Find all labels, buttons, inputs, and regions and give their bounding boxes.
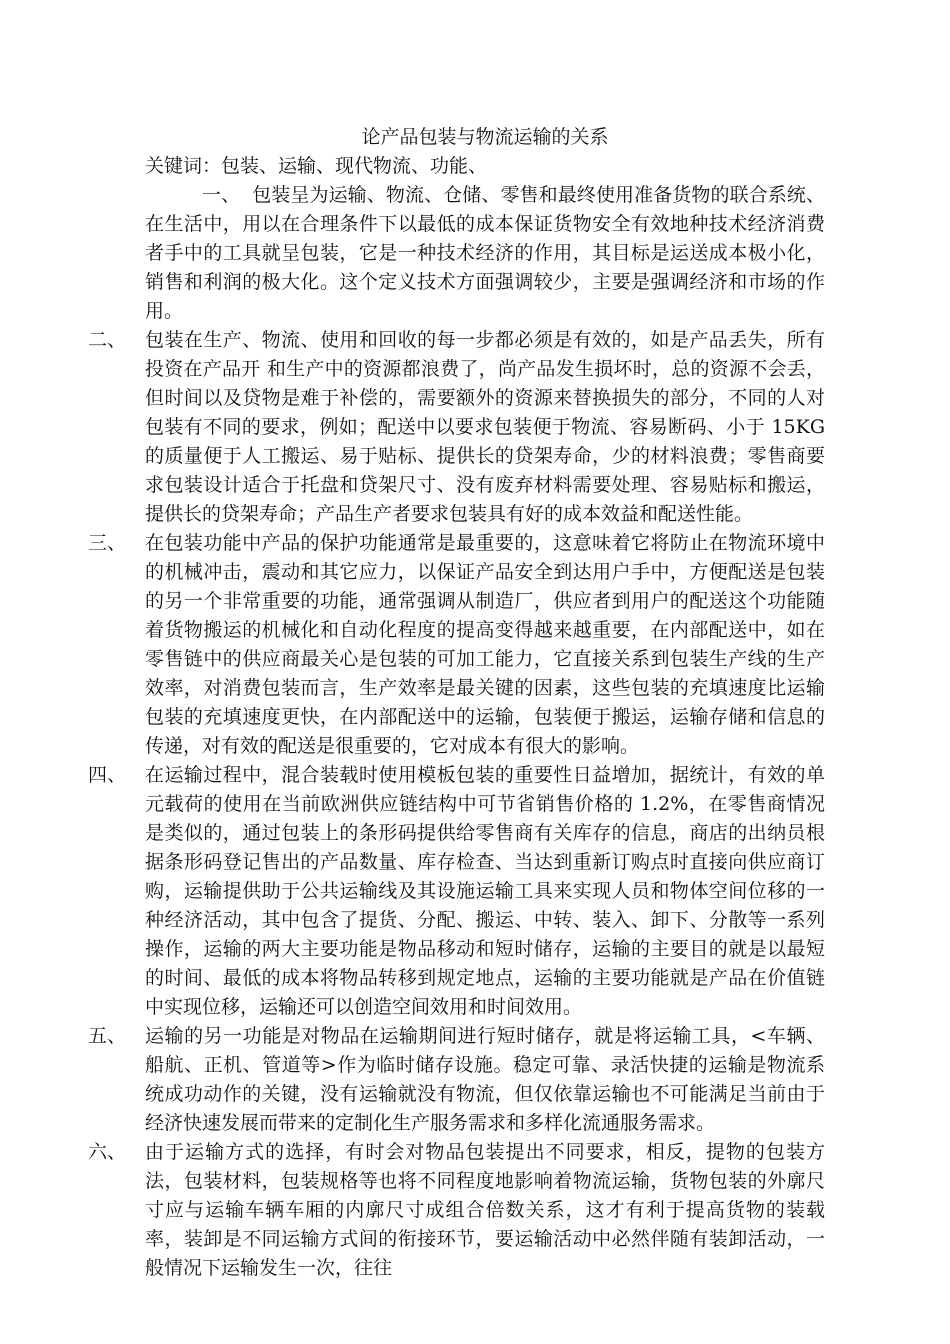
section-text: 包装在生产、物流、使用和回收的每一步都必须是有效的，如是产品丢失，所有投资在产品开 和生产中的资源都浪费了，尚产品发生损坏时，总的资源不会丢，但时间以及贷物是难于补偿的，需要额外的资源来替换损失的部分，不同的人对包装有不同的要求，例如；配送中以要求包装便于物流、容易断码、小于 15KG 的质量便于人工搬运、易于贴标、提供长的贷架寿命，少的材料浪费；零售商要求包装设计适合于托盘和贷架尺寸、没有废弃材料需要处理、容易贴标和搬运，提供长的贷架寿命；产品生产者要求包装具有好的成本效益和配送性能。	[145, 329, 825, 525]
section-text: 在运输过程中，混合装载时使用模板包装的重要性日益增加，据统计，有效的单元载荷的使用在当前欧洲供应链结构中可节省销售价格的 1.2%，在零售商情况是类似的，通过包装上的条形码提供给零售商有关库存的信息，商店的出纳员根据条形码登记售出的产品数量、库存检查、当达到重新订购点时直接向供应商订购，运输提供助于公共运输线及其设施运输工具来实现人员和物体空间位移的一种经济活动，其中包含了提货、分配、搬运、中转、装入、卸下、分散等一系列操作，运输的两大主要功能是物品移动和短时储存，运输的主要目的就是以最短的时间、最低的成本将物品转移到规定地点，运输的主要功能就是产品在价值链中实现位移，运输还可以创造空间效用和时间效用。	[145, 764, 825, 1018]
section-text: 由于运输方式的选择，有时会对物品包装提出不同要求，相反，提物的包装方法，包装材料，包装规格等也将不同程度地影响着物流运输，货物包装的外廓尺寸应与运输车辆车厢的内廓尺寸成组合倍数关系，这才有利于提高货物的装载率，装卸是不同运输方式间的衔接环节，要运输活动中必然伴随有装卸活动，一般情况下运输发生一次，往往	[145, 1141, 825, 1279]
section-text: 运输的另一功能是对物品在运输期间进行短时储存，就是将运输工具，<车辆、船航、正机、管道等>作为临时储存设施。稳定可靠、录活快捷的运输是物流系统成功动作的关键，没有运输就没有物流，但仅依靠运输也不可能满足当前由于经济快速发展而带来的定制化生产服务需求和多样化流通服务需求。	[145, 1025, 825, 1134]
section-text: 在包装功能中产品的保护功能通常是最重要的，这意味着它将防止在物流环境中的机械冲击，震动和其它应力，以保证产品安全到达用户手中，方便配送是包装的另一个非常重要的功能，通常强调从制造厂，供应者到用户的配送这个功能随着货物搬运的机械化和自动化程度的提高变得越来越重要，在内部配送中，如在零售链中的供应商最关心是包装的可加工能力，它直接关系到包装生产线的生产效率，对消费包装而言，生产效率是最关键的因素，这些包装的充填速度比运输包装的充填速度更快，在内部配送中的运输，包装便于搬运，运输存储和信息的传递，对有效的配送是很重要的，它对成本有很大的影响。	[145, 532, 825, 757]
section-1-paragraph	[145, 181, 825, 326]
section-number: 二、	[88, 329, 127, 351]
section-6-paragraph	[88, 1138, 825, 1283]
section-5-paragraph	[88, 1022, 825, 1138]
section-text: 包装呈为运输、物流、仓储、零售和最终使用准备货物的联合系统、在生活中，用以在合理条件下以最低的成本保证货物安全有效地种技术经济消费者手中的工具就呈包装，它是一种技术经济的作用，其目标是运送成本极小化，销售和利润的极大化。这个定义技术方面强调较少，主要是强调经济和市场的作用。	[145, 184, 825, 322]
section-4-paragraph	[88, 761, 825, 1022]
keywords-line: 关键词：包装、运输、现代物流、功能、	[145, 155, 488, 177]
document-title: 论产品包装与物流运输的关系	[361, 126, 609, 148]
section-number: 五、	[88, 1025, 127, 1047]
section-number: 一、	[202, 184, 241, 206]
section-number: 四、	[88, 764, 127, 786]
section-2-paragraph	[88, 326, 825, 529]
section-number: 六、	[88, 1141, 127, 1163]
document-body	[88, 123, 825, 1283]
section-number: 三、	[88, 532, 127, 554]
section-3-paragraph	[88, 529, 825, 761]
